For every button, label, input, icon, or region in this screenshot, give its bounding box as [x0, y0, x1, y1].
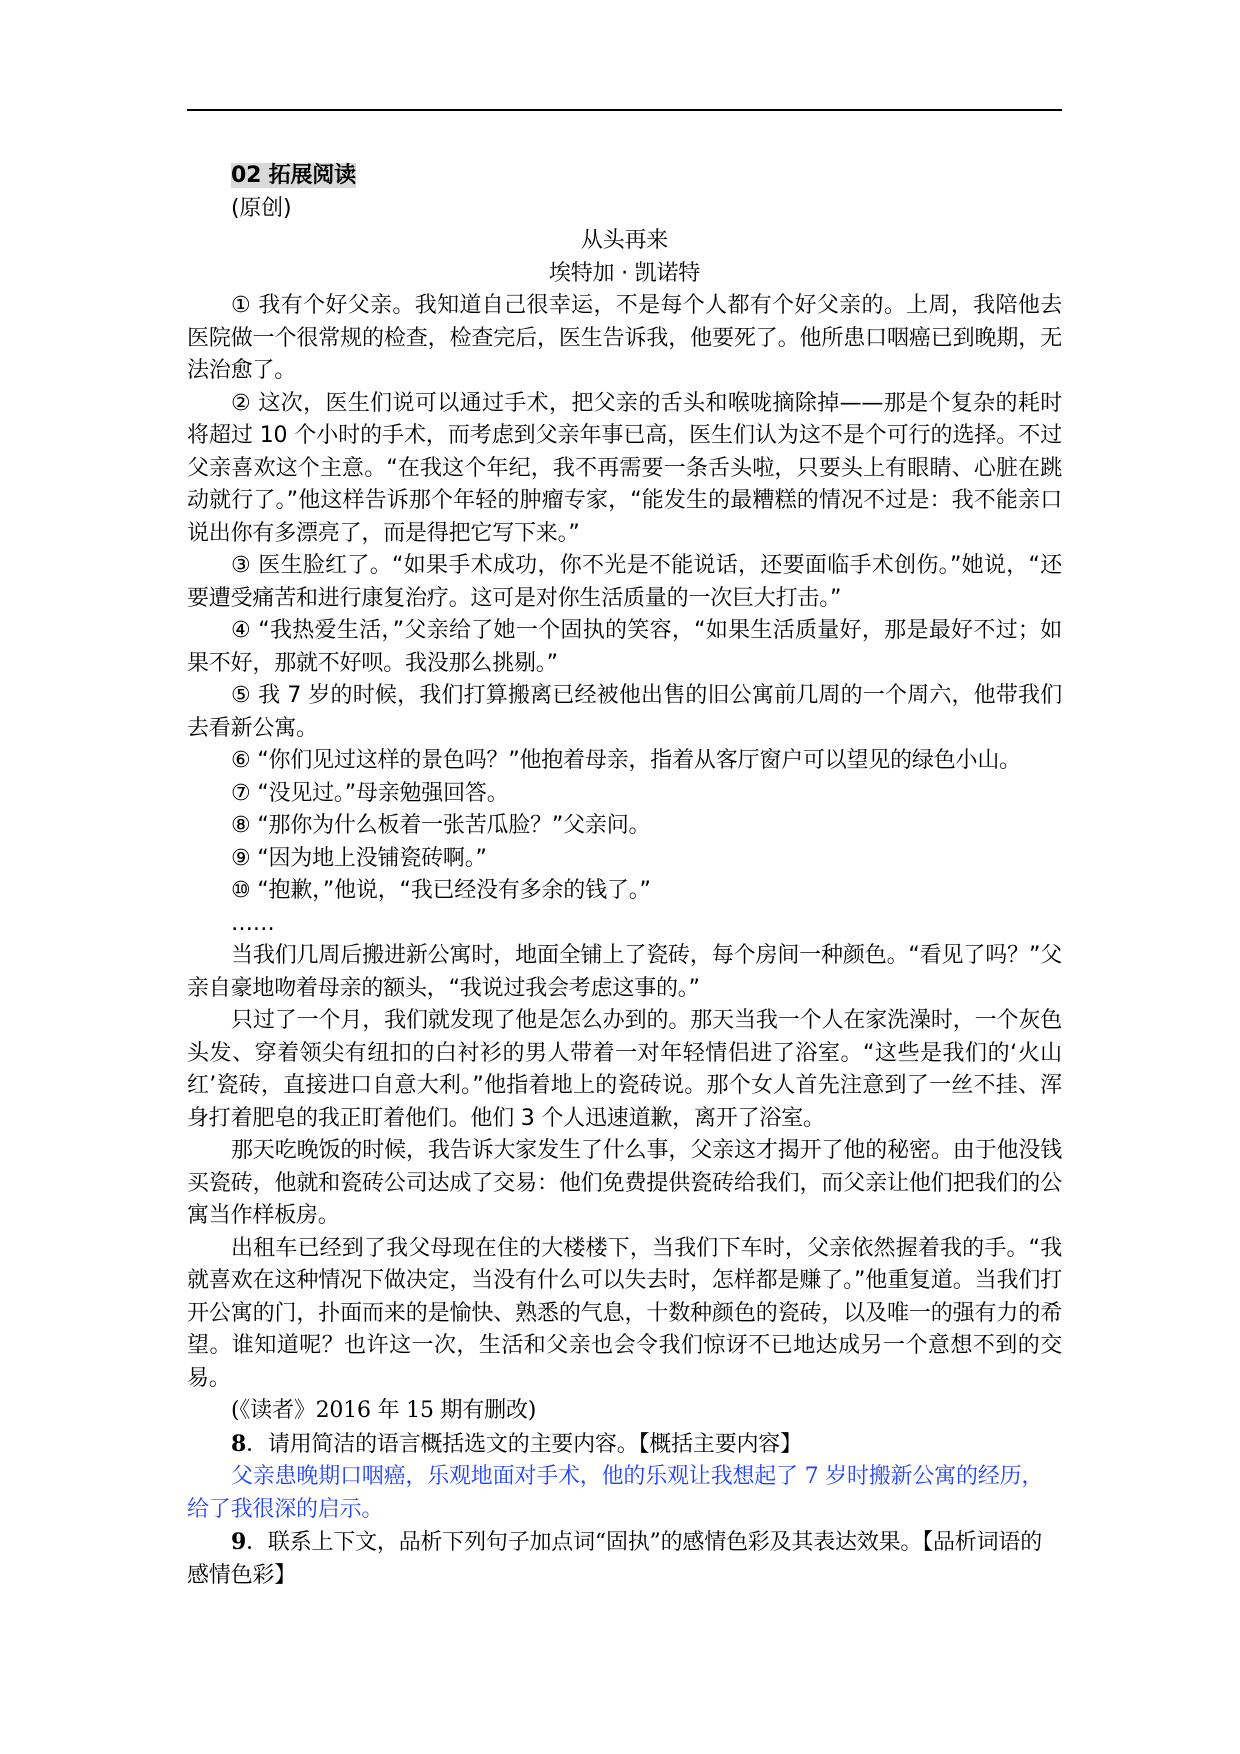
document-body	[187, 160, 1062, 1592]
paragraph-after-4: 出租车已经到了我父母现在住的大楼楼下，当我们下车时，父亲依然握着我的手。“我就喜欢在这种情况下做决定，当没有什么可以失去时，怎样都是赚了。”他重复道。当我们打开公寓的门，扑面而来的是愉快、熟悉的气息，十数种颜色的瓷砖，以及唯一的强有力的希望。谁知道呢？也许这一次，生活和父亲也会令我们惊讶不已地达成另一个意想不到的交易。	[187, 1235, 1062, 1391]
header-rule	[187, 109, 1062, 111]
dialogue-9: ⑨ “因为地上没铺瓷砖啊。”	[231, 845, 487, 871]
paragraph-after-3: 那天吃晚饭的时候，我告诉大家发生了什么事，父亲这才揭开了他的秘密。由于他没钱买瓷砖，他就和瓷砖公司达成了交易：他们免费提供瓷砖给我们，而父亲让他们把我们的公寓当作样板房。	[187, 1138, 1062, 1228]
article-author: 埃特加 · 凯诺特	[548, 260, 701, 286]
article-title: 从头再来	[580, 228, 669, 253]
paragraph-after-1: 当我们几周后搬进新公寓时，地面全铺上了瓷砖，每个房间一种颜色。“看见了吗？”父亲自豪地吻着母亲的额头，“我说过我会考虑这事的。”	[187, 943, 1062, 1001]
question-8-number: 8	[231, 1430, 247, 1457]
section-title-text: 02 拓展阅读	[231, 163, 356, 188]
section-title	[187, 160, 1062, 193]
article-source: (《读者》2016 年 15 期有删改)	[231, 1398, 537, 1423]
paragraph-5: ⑤ 我 7 岁的时候，我们打算搬离已经被他出售的旧公寓前几周的一个周六，他带我们去看新公寓。	[187, 683, 1062, 741]
question-8-text: ．请用简洁的语言概括选文的主要内容。【概括主要内容】	[246, 1431, 802, 1457]
dialogue-6: ⑥ “你们见过这样的景色吗？”他抱着母亲，指着从客厅窗户可以望见的绿色小山。	[231, 748, 1021, 773]
paragraph-4: ④ “我热爱生活，”父亲给了她一个固执的笑容，“如果生活质量好，那是最好不过；如果不好，那就不好呗。我没那么挑剔。”	[187, 618, 1062, 676]
dialogue-8: ⑧ “那你为什么板着一张苦瓜脸？”父亲问。	[231, 813, 651, 838]
question-9-number: 9	[231, 1529, 247, 1555]
question-8	[187, 1428, 1062, 1462]
paragraph-1: ① 我有个好父亲。我知道自己很幸运，不是每个人都有个好父亲的。上周，我陪他去医院做一个很常规的检查，检查完后，医生告诉我，他要死了。他所患口咽癌已到晚期，无法治愈了。	[187, 293, 1062, 383]
question-9	[187, 1526, 1062, 1592]
section-note: (原创)	[231, 195, 292, 221]
paragraph-2: ② 这次，医生们说可以通过手术，把父亲的舌头和喉咙摘除掉——那是个复杂的耗时将超过 10 个小时的手术，而考虑到父亲年事已高，医生们认为这不是个可行的选择。不过父亲喜欢这个主意。“在我这个年纪，我不再需要一条舌头啦，只要头上有眼睛、心脏在跳动就行了。”他这样告诉那个年轻的肿瘤专家，“能发生的最糟糕的情况不过是：我不能亲口说出你有多漂亮了，而是得把它写下来。”	[187, 390, 1062, 546]
dialogue-7: ⑦ “没见过。”母亲勉强回答。	[231, 780, 509, 806]
dialogue-10: ⑩ “抱歉，”他说，“我已经没有多余的钱了。”	[231, 878, 651, 903]
paragraph-3: ③ 医生脸红了。“如果手术成功，你不光是不能说话，还要面临手术创伤。”她说，“还要遭受痛苦和进行康复治疗。这可是对你生活质量的一次巨大打击。”	[187, 553, 1062, 611]
paragraph-after-2: 只过了一个月，我们就发现了他是怎么办到的。那天当我一个人在家洗澡时，一个灰色头发、穿着领尖有纽扣的白衬衫的男人带着一对年轻情侣进了浴室。“这些是我们的‘火山红’瓷砖，直接进口自意大利。”他指着地上的瓷砖说。那个女人首先注意到了一丝不挂、浑身打着肥皂的我正盯着他们。他们 3 个人迅速道歉，离开了浴室。	[187, 1008, 1062, 1131]
answer-8: 父亲患晚期口咽癌，乐观地面对手术，他的乐观让我想起了 7 岁时搬新公寓的经历，给了我很深的启示。	[187, 1464, 1044, 1522]
question-9-text: ．联系上下文，品析下列句子加点词“固执”的感情色彩及其表达效果。【品析词语的感情色彩】	[187, 1530, 1043, 1588]
ellipsis: ……	[231, 910, 275, 936]
